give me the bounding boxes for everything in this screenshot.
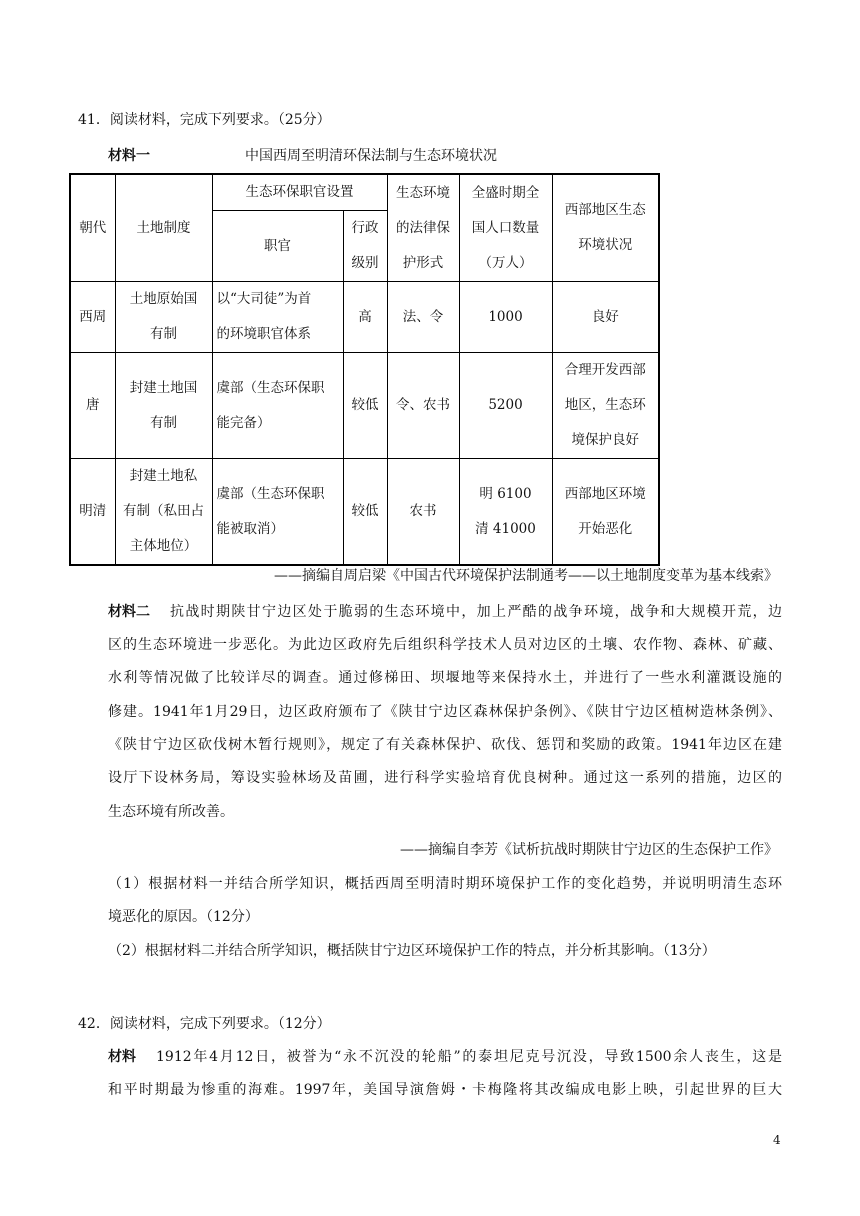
cell-line: 封建土地国 [129, 379, 198, 396]
cell-line: 主体地位） [129, 538, 198, 554]
cell-line: 以“大司徒”为首 [216, 291, 312, 307]
cell-population: 1000 [459, 282, 552, 353]
header-pop-line: （万人） [478, 254, 533, 271]
cell-line: 虞部（生态环保职 [216, 485, 325, 502]
cell-land [115, 282, 212, 353]
cell-office [212, 459, 343, 566]
cell-law: 农书 [387, 459, 459, 566]
header-west-line: 西部地区生态 [564, 202, 646, 218]
header-pop-line: 国人口数量 [471, 219, 540, 236]
cell-west [552, 353, 659, 459]
header-law-line: 生态环境 [396, 184, 450, 201]
material-2-line: 区的生态环境进一步恶化。为此边区政府先后组织科学技术人员对边区的土壤、农作物、森林、矿藏、 [108, 637, 782, 653]
header-land-system: 土地制度 [115, 174, 212, 282]
material-1-label: 材料一 [108, 148, 150, 164]
cell-population [459, 459, 552, 566]
cell-line: 能完备） [216, 414, 271, 431]
cell-line: 明 6100 [479, 485, 532, 502]
q42-material-line: 和平时期最为惨重的海难。1997年，美国导演詹姆・卡梅隆将其改编成电影上映，引起世界的巨大 [108, 1082, 782, 1098]
cell-west: 良好 [552, 282, 659, 353]
table-row [70, 353, 659, 459]
cell-west [552, 459, 659, 566]
material-2-source: ——摘编自李芳《试析抗战时期陕甘宁边区的生态保护工作》 [400, 842, 778, 858]
material-1-source: ——摘编自周启梁《中国古代环境保护法制通考——以土地制度变革为基本线索》 [274, 568, 778, 584]
cell-line: 清 41000 [475, 520, 536, 537]
cell-dynasty: 西周 [70, 282, 115, 353]
cell-dynasty: 明清 [70, 459, 115, 566]
header-west-env [552, 174, 659, 282]
material-2-line: 设厅下设林务局，筹设实验林场及苗圃，进行科学实验培育优良树种。通过这一系列的措施，边区的 [108, 770, 782, 786]
page-number: 4 [773, 1133, 781, 1147]
header-population [459, 174, 552, 282]
table-row [70, 459, 659, 566]
material-2-line: 水利等情况做了比较详尽的调查。通过修梯田、坝堰地等来保持水土，并进行了一些水利灌溉设施的 [108, 670, 782, 686]
sub-question-2: （2）根据材料二并结合所学知识，概括陕甘宁边区环境保护工作的特点，并分析其影响。（13分） [108, 943, 716, 959]
cell-line: 境保护良好 [571, 432, 639, 448]
cell-line: 开始恶化 [578, 520, 633, 537]
cell-line: 土地原始国 [129, 291, 198, 307]
q42-material-line: 1912年4月12日，被誉为“永不沉没的轮船”的泰坦尼克号沉没，导致1500余人丧生，这是 [156, 1049, 782, 1065]
cell-line: 的环境职官体系 [216, 326, 311, 342]
header-law-form [387, 174, 459, 282]
sub-question-1-cont: 境恶化的原因。（12分） [108, 909, 259, 925]
header-office: 职官 [212, 211, 343, 282]
sub-question-1: （1）根据材料一并结合所学知识，概括西周至明清时期环境保护工作的变化趋势，并说明明清生态环 [108, 876, 782, 892]
header-law-line: 的法律保 [396, 219, 450, 236]
header-office-group: 生态环保职官设置 [212, 174, 387, 211]
cell-line: 地区，生态环 [564, 397, 646, 413]
cell-line: 虞部（生态环保职 [216, 379, 325, 396]
history-table [69, 173, 660, 566]
header-level-line: 级别 [351, 255, 379, 271]
cell-line: 有制（私田占 [123, 503, 204, 519]
cell-land [115, 459, 212, 566]
cell-law: 令、农书 [387, 353, 459, 459]
cell-office [212, 353, 343, 459]
cell-office [212, 282, 343, 353]
cell-level: 高 [343, 282, 387, 353]
material-2-line: 《陕甘宁边区砍伐树木暂行规则》，规定了有关森林保护、砍伐、惩罚和奖励的政策。1941年边区在建 [108, 737, 782, 753]
header-pop-line: 全盛时期全 [471, 184, 540, 201]
cell-line: 有制 [150, 414, 177, 431]
cell-line: 封建土地私 [129, 468, 198, 484]
cell-population: 5200 [459, 353, 552, 459]
material-2-line: 生态环境有所改善。 [108, 804, 234, 820]
header-west-line: 环境状况 [578, 237, 633, 253]
header-admin-level [343, 211, 387, 282]
cell-level: 较低 [343, 459, 387, 566]
header-level-line: 行政 [351, 220, 379, 236]
cell-level: 较低 [343, 353, 387, 459]
q42-material-label: 材料 [108, 1049, 136, 1065]
q41-header: 41．阅读材料，完成下列要求。（25分） [78, 112, 331, 128]
header-law-line: 护形式 [402, 254, 444, 271]
cell-line: 有制 [150, 326, 177, 342]
cell-line: 能被取消） [216, 520, 284, 537]
material-2-line: 抗战时期陕甘宁边区处于脆弱的生态环境中，加上严酷的战争环境，战争和大规模开荒，边 [170, 604, 782, 620]
cell-law: 法、令 [387, 282, 459, 353]
cell-dynasty: 唐 [70, 353, 115, 459]
cell-line: 西部地区环境 [564, 485, 646, 502]
cell-line: 合理开发西部 [564, 362, 646, 378]
table-row [70, 282, 659, 353]
q42-header: 42．阅读材料，完成下列要求。（12分） [78, 1016, 331, 1032]
material-2-line: 修建。1941年1月29日，边区政府颁布了《陕甘宁边区森林保护条例》、《陕甘宁边区植树造林条例》、 [108, 704, 782, 720]
cell-land [115, 353, 212, 459]
material-1-title: 中国西周至明清环保法制与生态环境状况 [245, 148, 497, 164]
header-dynasty: 朝代 [70, 174, 115, 282]
material-2-label: 材料二 [108, 604, 150, 620]
